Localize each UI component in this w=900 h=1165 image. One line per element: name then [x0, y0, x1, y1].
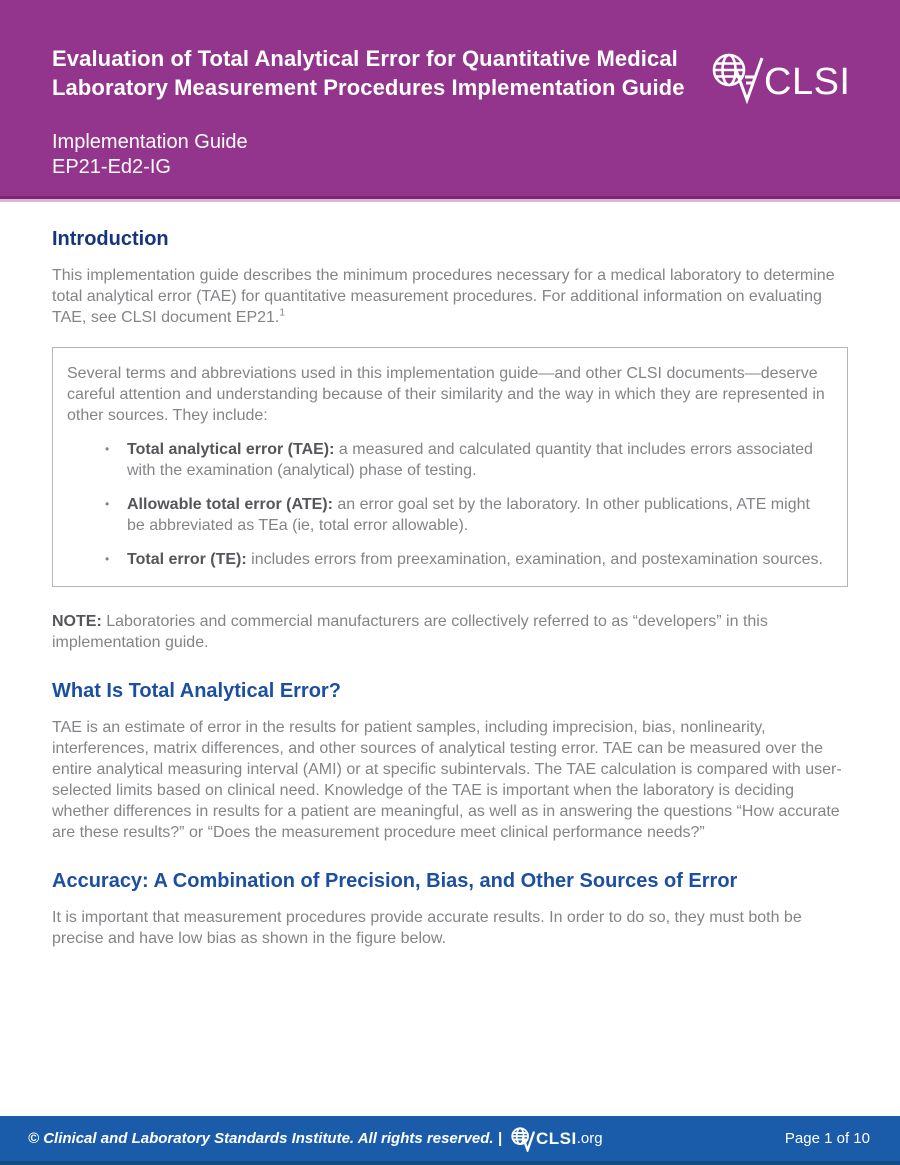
note-label: NOTE: — [52, 613, 102, 630]
definition-tae: a measured and calculated quantity that includes errors associated with the examination (analytical) phase of testing. — [127, 441, 813, 479]
list-item-te — [67, 549, 831, 570]
footer-bottom-strip — [0, 1161, 900, 1165]
document-body — [0, 202, 900, 949]
definition-ate: an error goal set by the laboratory. In other publications, ATE might be abbreviated as TEa (ie, total error allowable). — [127, 496, 810, 534]
footnote-reference-1: 1 — [279, 307, 285, 319]
heading-introduction: Introduction — [52, 228, 169, 250]
terms-bullet-list — [67, 439, 831, 570]
clsi-globe-icon — [509, 1126, 535, 1152]
document-title — [52, 44, 685, 111]
document-title-line1: Evaluation of Total Analytical Error for Quantitative Medical — [52, 46, 678, 71]
terms-box-intro: Several terms and abbreviations used in this implementation guide—and other CLSI documents—deserve careful attention and understanding because of their similarity and the way in which they are represented in other sources. They include: — [67, 365, 825, 424]
document-subtitle — [52, 130, 248, 180]
clsi-globe-icon — [706, 50, 854, 106]
bullet-icon: • — [105, 552, 110, 566]
footer-bar — [0, 1116, 900, 1161]
subtitle-guide-type: Implementation Guide — [52, 131, 248, 153]
clsi-logo — [706, 50, 854, 111]
bullet-text — [127, 494, 831, 536]
term-ate: Allowable total error (ATE): — [127, 496, 333, 513]
page-footer — [0, 1116, 900, 1165]
term-tae: Total analytical error (TAE): — [127, 441, 335, 458]
what-is-tae-paragraph: TAE is an estimate of error in the results for patient samples, including imprecision, bias, nonlinearity, interferences, matrix differences, and other sources of analytical testing error. TAE can be measured over the entire analytical measuring interval (AMI) or at specific subintervals. The TAE calculation is compared with user-selected limits based on clinical need. Knowledge of the TAE is important when the laboratory is deciding whether differences in results for a patient are meaningful, as well as in answering the questions “How accurate are these results?” or “Does the measurement procedure meet clinical performance needs?” — [52, 719, 842, 841]
list-item-ate — [67, 494, 831, 536]
heading-what-is-tae: What Is Total Analytical Error? — [52, 680, 341, 702]
spacer — [52, 843, 848, 870]
footer-left — [28, 1126, 603, 1152]
svg-text:CLSI: CLSI — [764, 61, 851, 103]
term-te: Total error (TE): — [127, 551, 247, 568]
header-banner — [0, 0, 900, 196]
footer-logo-text: CLSI — [535, 1128, 577, 1148]
accuracy-paragraph: It is important that measurement procedures provide accurate results. In order to do so, they must both be precise and have low bias as shown in the figure below. — [52, 909, 802, 947]
bullet-icon: • — [105, 442, 110, 456]
introduction-text: This implementation guide describes the minimum procedures necessary for a medical laboratory to determine total analytical error (TAE) for quantitative measurement procedures. For additional information on evaluating TAE, see CLSI document EP21. — [52, 267, 835, 326]
heading-accuracy: Accuracy: A Combination of Precision, Bias, and Other Sources of Error — [52, 870, 738, 892]
definition-te: includes errors from preexamination, examination, and postexamination sources. — [246, 551, 823, 568]
footer-clsi-logo — [509, 1126, 603, 1152]
list-item-tae — [67, 439, 831, 481]
document-title-line2: Laboratory Measurement Procedures Implementation Guide — [52, 75, 685, 100]
copyright-text: © Clinical and Laboratory Standards Institute. All rights reserved. | — [28, 1130, 502, 1147]
bullet-text — [127, 549, 831, 570]
spacer — [52, 653, 848, 680]
introduction-paragraph — [52, 265, 848, 328]
subtitle-document-code: EP21-Ed2-IG — [52, 156, 171, 178]
note-paragraph — [52, 611, 848, 653]
note-text: Laboratories and commercial manufacturers are collectively referred to as “developers” in this implementation guide. — [52, 613, 768, 651]
page-indicator: Page 1 of 10 — [784, 1130, 870, 1147]
terms-definition-box — [52, 347, 848, 587]
bullet-icon: • — [105, 497, 110, 511]
bullet-text — [127, 439, 831, 481]
footer-logo-suffix: .org — [576, 1130, 603, 1147]
